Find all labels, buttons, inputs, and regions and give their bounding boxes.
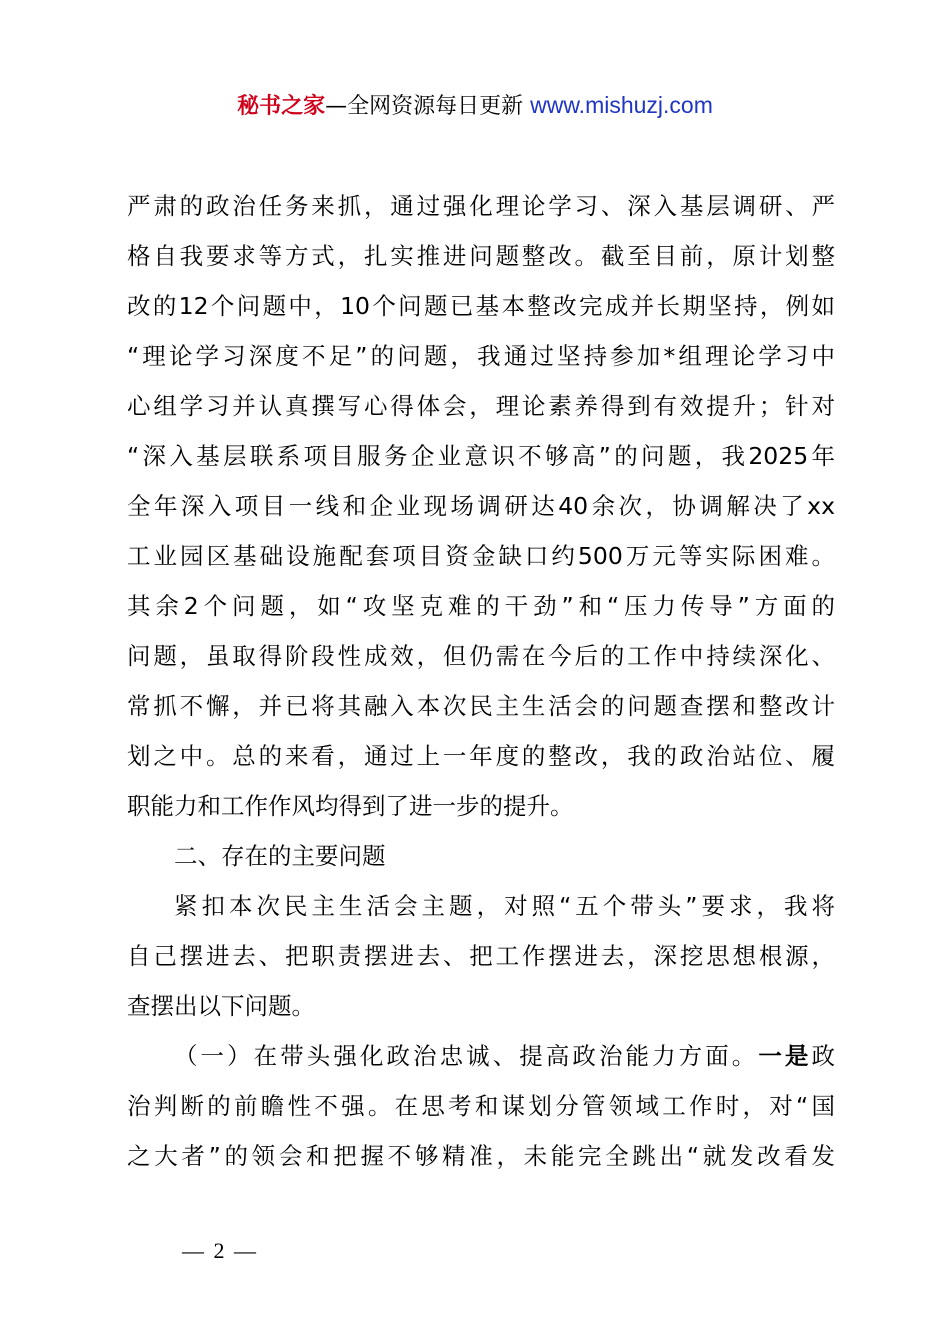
emphasis-first: 一是 <box>758 1042 812 1070</box>
body-line: 划之中。总的来看，通过上一年度的整改，我的政治站位、履 <box>127 742 835 770</box>
body-line: 自己摆进去、把职责摆进去、把工作摆进去，深挖思想根源， <box>127 942 835 970</box>
body-line: 其余2个问题，如“攻坚克难的干劲”和“压力传导”方面的 <box>127 592 835 620</box>
body-line: 严肃的政治任务来抓，通过强化理论学习、深入基层调研、严 <box>127 192 835 220</box>
body-line: 格自我要求等方式，扎实推进问题整改。截至目前，原计划整 <box>127 242 835 270</box>
header-slogan: —全网资源每日更新 <box>325 94 524 119</box>
page-number: — 2 — <box>182 1238 258 1263</box>
body-line: 问题，虽取得阶段性成效，但仍需在今后的工作中持续深化、 <box>127 642 835 670</box>
body-line: 治判断的前瞻性不强。在思考和谋划分管领域工作时，对“国 <box>127 1092 835 1120</box>
subsection-line <box>127 1031 835 1081</box>
body-line: 全年深入项目一线和企业现场调研达40余次，协调解决了xx <box>127 492 835 520</box>
body-line: 紧扣本次民主生活会主题，对照“五个带头”要求，我将 <box>174 892 835 920</box>
subsection-continuation: 政 <box>811 1042 835 1070</box>
brand-name: 秘书之家 <box>237 94 326 119</box>
body-line: 职能力和工作作风均得到了进一步的提升。 <box>127 792 574 820</box>
body-line: 常抓不懈，并已将其融入本次民主生活会的问题查摆和整改计 <box>127 692 835 720</box>
subsection-title: （一）在带头强化政治忠诚、提高政治能力方面。 <box>174 1042 759 1070</box>
body-line: 心组学习并认真撰写心得体会，理论素养得到有效提升；针对 <box>127 392 835 420</box>
body-line: 查摆出以下问题。 <box>127 992 315 1020</box>
body-line: “理论学习深度不足”的问题，我通过坚持参加*组理论学习中 <box>127 342 835 370</box>
body-line: 改的12个问题中，10个问题已基本整改完成并长期坚持，例如 <box>127 292 835 320</box>
document-body <box>127 181 835 1181</box>
site-header <box>0 88 950 124</box>
body-line: 工业园区基础设施配套项目资金缺口约500万元等实际困难。 <box>127 542 835 570</box>
site-url-link[interactable]: www.mishuzj.com <box>530 92 713 118</box>
body-line: “深入基层联系项目服务企业意识不够高”的问题，我2025年 <box>127 442 835 470</box>
section-heading: 二、存在的主要问题 <box>174 842 386 870</box>
body-line: 之大者”的领会和把握不够精准，未能完全跳出“就发改看发 <box>127 1142 835 1170</box>
